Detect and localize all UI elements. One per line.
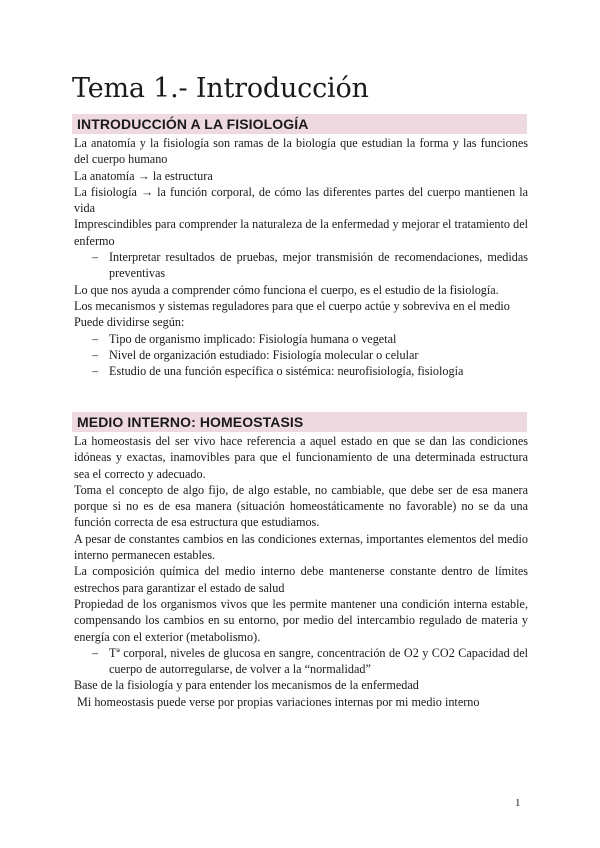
dash-bullet: – [92,347,99,362]
paragraph: A pesar de constantes cambios en las condiciones externas, importantes elementos del medio interno permanecen estables. [74,531,528,563]
paragraph: La fisiología → la función corporal, de cómo las diferentes partes del cuerpo mantienen la vida [74,184,528,216]
bullet-list [74,249,528,282]
dash-bullet: – [92,364,99,379]
section-body-introduccion [74,135,528,379]
paragraph: Imprescindibles para comprender la naturaleza de la enfermedad y mejorar el tratamiento del enfermo [74,217,528,248]
paragraph: Puede dividirse según: [74,315,185,330]
dash-bullet: – [92,250,99,265]
paragraph: Base de la fisiología y para entender los mecanismos de la enfermedad [74,678,419,693]
paragraph: La composición química del medio interno debe mantenerse constante dentro de límites estrechos para garantizar el estado de salud [74,564,528,595]
paragraph: Lo que nos ayuda a comprender cómo funciona el cuerpo, es el estudio de la fisiología. [74,282,499,297]
paragraph: Propiedad de los organismos vivos que les permite mantener una condición interna estable, compensando los cambios en su entorno, por medio del intercambio regulado de materia y energía con el exterior (metabolismo). [74,596,528,644]
section-body-homeostasis [74,433,528,710]
section-heading-introduccion: INTRODUCCIÓN A LA FISIOLOGÍA [72,114,527,134]
list-item: – Nivel de organización estudiado: Fisiología molecular o celular [92,347,419,362]
list-item: – Interpretar resultados de pruebas, mejor transmisión de recomendaciones, medidas preventivas [92,250,528,281]
dash-bullet: – [92,331,99,346]
paragraph: La anatomía y la fisiología son ramas de la biología que estudian la forma y las funciones del cuerpo humano [74,136,528,167]
bullet-list [74,645,528,678]
list-item: – Estudio de una función específica o sistémica: neurofisiología, fisiología [92,364,464,379]
bullet-list [74,331,528,380]
paragraph: La anatomía → la estructura [74,168,213,183]
paragraph: Los mecanismos y sistemas reguladores para que el cuerpo actúe y sobreviva en el medio [74,298,510,313]
list-item: – Tipo de organismo implicado: Fisiología humana o vegetal [92,331,397,346]
paragraph: Mi homeostasis puede verse por propias variaciones internas por mi medio interno [74,694,480,709]
page-number: 1 [515,797,521,809]
paragraph: La homeostasis del ser vivo hace referencia a aquel estado en que se dan las condiciones idóneas y exactas, inamovibles para que el funcionamiento de una determinada estructura sea el correcto y adecuado. [74,434,528,481]
list-item: – Tª corporal, niveles de glucosa en sangre, concentración de O2 y CO2 Capacidad del cuerpo de autorregularse, de volver a la “normalidad” [92,645,528,677]
page-title: Tema 1.- Introducción [72,73,369,104]
section-heading-homeostasis: MEDIO INTERNO: HOMEOSTASIS [72,412,527,432]
dash-bullet: – [92,645,99,660]
paragraph: Toma el concepto de algo fijo, de algo estable, no cambiable, que debe ser de esa manera porque si no es de esa manera (situación homeostáticamente no favorable) no se da una función correcta de esa estructura que estudiamos. [74,482,528,530]
